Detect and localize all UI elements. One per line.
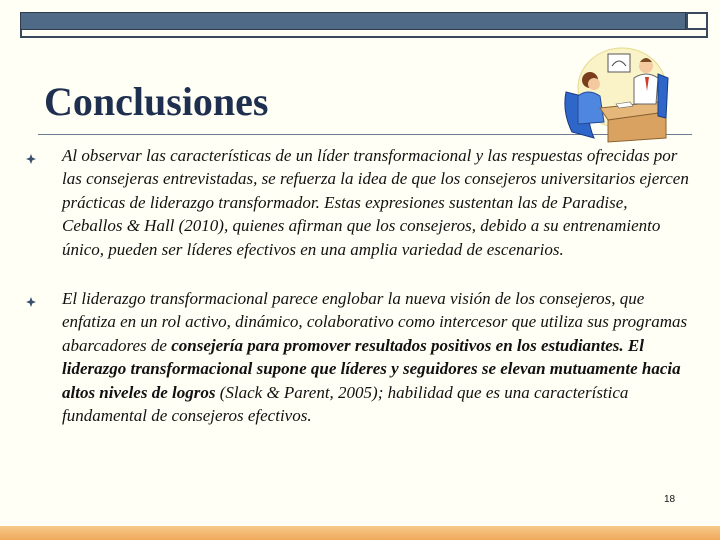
page-number: 18	[664, 494, 676, 505]
diamond-bullet-icon	[26, 144, 62, 169]
bullet-text-bold: consejería para promover resultados positivos en los estudiantes. El liderazgo transformacional supone que líderes y seguidores se elevan mutuamente hacia altos niveles de logros	[62, 335, 681, 402]
bullet-text	[62, 287, 690, 427]
bullet-text: Al observar las características de un líder transformacional y las respuestas ofrecidas por las consejeras entrevistadas, se refuerza la idea de que los consejeros universitarios ejercen prácticas de liderazgo transformador. Estas expresiones sustentan las de Paradise, Ceballos & Hall (2010), quienes afirman que los consejeros, debido a su entrenamiento único, pueden ser líderes efectivos en una amplia variedad de escenarios.	[62, 146, 689, 259]
two-people-at-desk-clipart	[560, 44, 672, 144]
bottom-accent-bar	[0, 526, 720, 540]
bullet-text-after: (Slack & Parent, 2005); habilidad que es una característica fundamental de consejeros efectivos.	[62, 382, 629, 426]
slide-title: Conclusiones	[44, 79, 269, 124]
top-accent-bar	[20, 12, 686, 30]
bullet-text-before: El liderazgo transformacional parece englobar la nueva visión de los consejeros, que enfatiza en un rol activo, dinámico, colaborativo como intercesor que utiliza sus programas abarcadores de	[62, 289, 688, 355]
top-frame-square	[686, 12, 708, 30]
diamond-bullet-icon	[26, 287, 62, 312]
bullet-list	[26, 144, 690, 427]
bullet-item	[26, 287, 690, 427]
bullet-item	[26, 144, 690, 261]
